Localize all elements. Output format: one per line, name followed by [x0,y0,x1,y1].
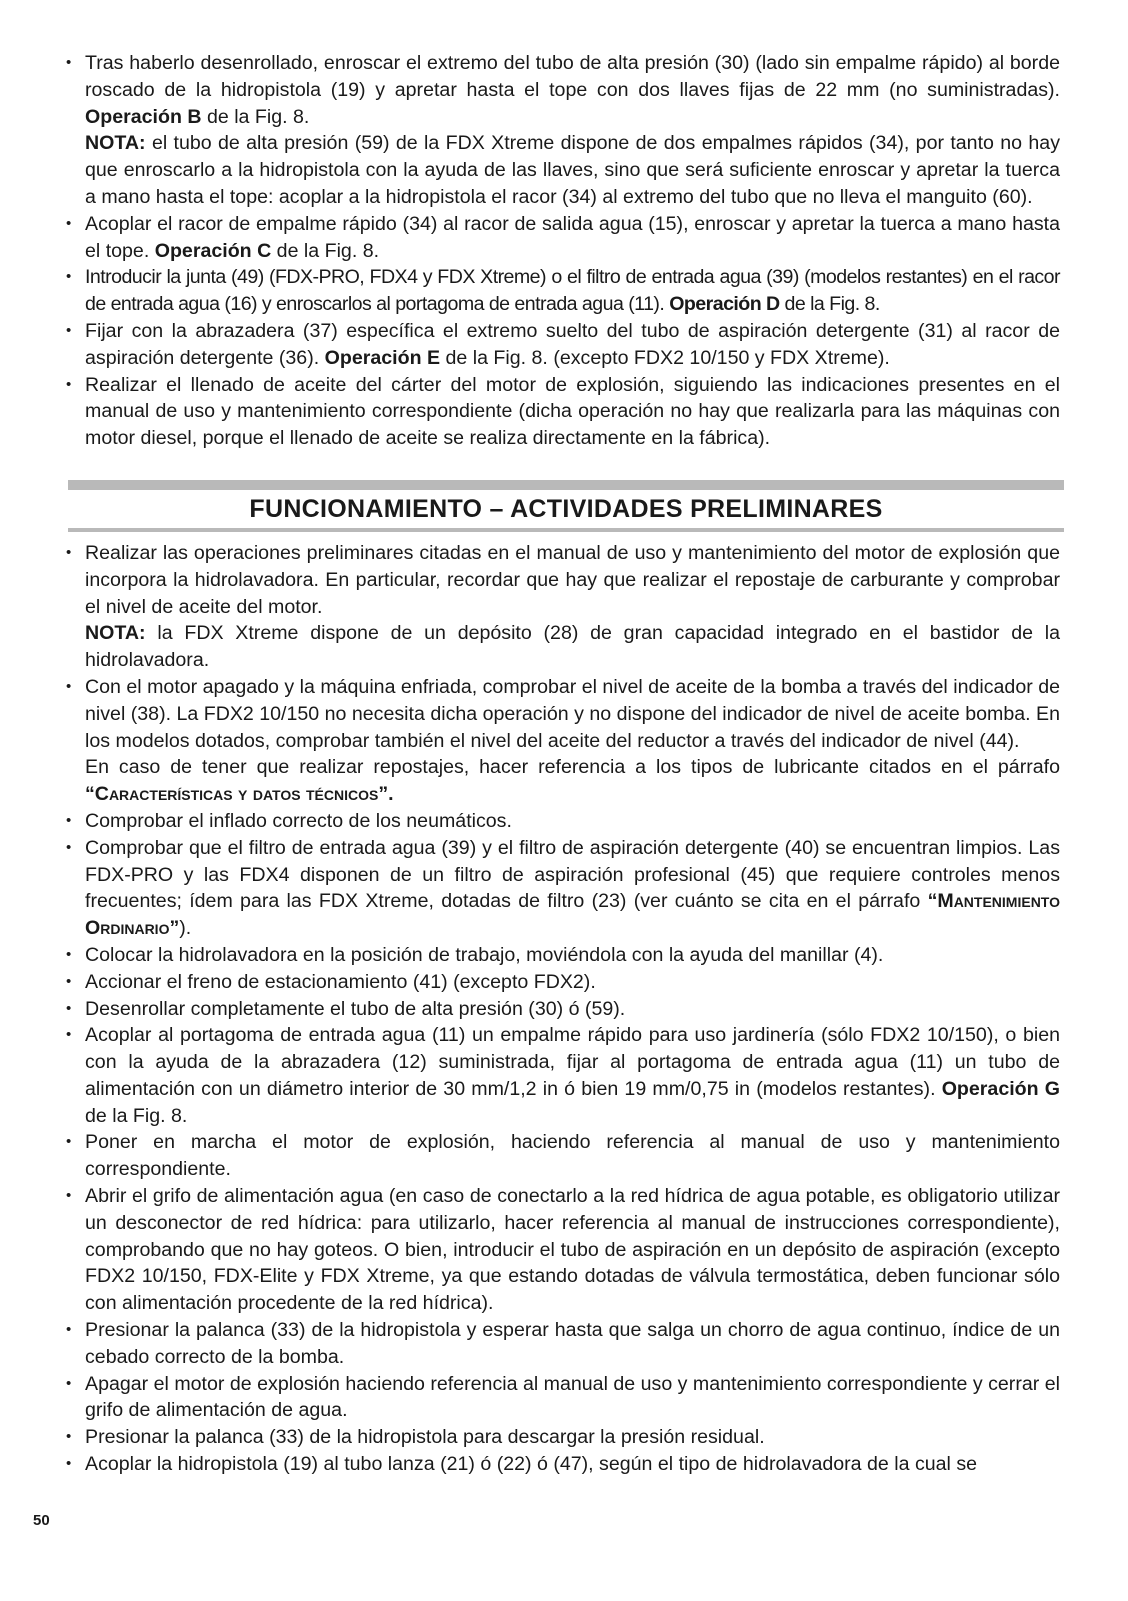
list-item: • Realizar las operaciones preliminares citadas en el manual de uso y mantenimiento del motor de explosión que incorpora la hidrolavadora. En particular, recordar que hay que realizar el repostaje de carburante y comprobar el nivel de aceite del motor. NOTA: la FDX Xtreme dispone de un depósito (28) de gran capacidad integrado en el bastidor de la hidrolavadora. [64,540,1060,674]
list-item: • Apagar el motor de explosión haciendo referencia al manual de uso y mantenimiento correspondiente y cerrar el grifo de alimentación de agua. [64,1371,1060,1425]
heading-bar-bottom [68,528,1064,532]
preliminary-steps-list [64,540,1060,1478]
list-item: • Acoplar la hidropistola (19) al tubo lanza (21) ó (22) ó (47), según el tipo de hidrolavadora de la cual se [64,1451,1060,1478]
list-item: • Acoplar el racor de empalme rápido (34) al racor de salida agua (15), enroscar y apretar la tuerca a mano hasta el tope. Operación C de la Fig. 8. [64,211,1060,265]
list-item: • Con el motor apagado y la máquina enfriada, comprobar el nivel de aceite de la bomba a través del indicador de nivel (38). La FDX2 10/150 no necesita dicha operación y no dispone del indicador de nivel de aceite bomba. En los modelos dotados, comprobar también el nivel del aceite del reductor a través del indicador de nivel (44). En caso de tener que realizar repostajes, hacer referencia a los tipos de lubricante citados en el párrafo “Características y datos técnicos”. [64,674,1060,808]
operation-ref: Operación C [154,239,272,262]
note-label: NOTA: [85,622,146,645]
section-reference: “Características y datos técnicos” [85,783,389,806]
list-item: • Presionar la palanca (33) de la hidropistola y esperar hasta que salga un chorro de agua continuo, índice de un cebado correcto de la bomba. [64,1317,1060,1371]
list-item [64,50,1060,211]
list-item: • Realizar el llenado de aceite del cárter del motor de explosión, siguiendo las indicaciones presentes en el manual de uso y mantenimiento correspondiente (dicha operación no hay que realizarla para las máquinas con motor diesel, porque el llenado de aceite se realiza directamente en la fábrica). [64,372,1060,452]
operation-ref: Operación G [941,1077,1061,1100]
list-item: • Colocar la hidrolavadora en la posición de trabajo, moviéndola con la ayuda del manillar (4). [64,942,1060,969]
assembly-steps-list [64,50,1060,452]
list-item: • Accionar el freno de estacionamiento (41) (excepto FDX2). [64,969,1060,996]
note-paragraph: NOTA: el tubo de alta presión (59) de la FDX Xtreme dispone de dos empalmes rápidos (34), por tanto no hay que enroscarlo a la hidropistola con la ayuda de las llaves, sino que será suficiente enroscar y apretar la tuerca a mano hasta el tope: acoplar a la hidropistola el racor (34) al extremo del tubo que no lleva el manguito (60). [85,132,1060,208]
list-item: • Presionar la palanca (33) de la hidropistola para descargar la presión residual. [64,1424,1060,1451]
list-item: • Comprobar el inflado correcto de los neumáticos. [64,808,1060,835]
section-reference: “Mantenimiento Ordinario” [85,890,1060,940]
list-item: • Acoplar al portagoma de entrada agua (11) un empalme rápido para uso jardinería (sólo FDX2 10/150), o bien con la ayuda de la abrazadera (12) suministrada, fijar al portagoma de entrada agua (11) un tubo de alimentación con un diámetro interior de 30 mm/1,2 in ó bien 19 mm/0,75 in (modelos restantes). Operación G de la Fig. 8. [64,1022,1060,1129]
list-item: • Desenrollar completamente el tubo de alta presión (30) ó (59). [64,996,1060,1023]
list-item: • Introducir la junta (49) (FDX-PRO, FDX4 y FDX Xtreme) o el filtro de entrada agua (39) (modelos restantes) en el racor de entrada agua (16) y enroscarlos al portagoma de entrada agua (11). Operación D de la Fig. 8. [64,264,1060,318]
note-label: NOTA: [85,132,146,155]
operation-ref: Operación D [669,293,780,316]
list-item: • Comprobar que el filtro de entrada agua (39) y el filtro de aspiración detergente (40) se encuentran limpios. Las FDX-PRO y las FDX4 disponen de un filtro de aspiración profesional (45) que requiere controles menos frecuentes; ídem para las FDX Xtreme, dotadas de filtro (23) (ver cuánto se cita en el párrafo “Mantenimiento Ordinario”). [64,835,1060,942]
operation-ref: Operación E [324,346,441,369]
section-heading-block [68,480,1064,532]
list-item: • Poner en marcha el motor de explosión, haciendo referencia al manual de uso y mantenimiento correspondiente. [64,1129,1060,1183]
list-item: • Fijar con la abrazadera (37) específica el extremo suelto del tubo de aspiración detergente (31) al racor de aspiración detergente (36). Operación E de la Fig. 8. (excepto FDX2 10/150 y FDX Xtreme). [64,318,1060,372]
page-number: 50 [33,1512,50,1529]
list-item: • Abrir el grifo de alimentación agua (en caso de conectarlo a la red hídrica de agua potable, es obligatorio utilizar un desconector de red hídrica: para utilizarlo, hacer referencia al manual de instrucciones correspondiente), comprobando que no hay goteos. O bien, introducir el tubo de aspiración en un depósito de aspiración (excepto FDX2 10/150, FDX-Elite y FDX Xtreme, ya que estando dotadas de válvula termostática, deben funcionar sólo con alimentación procedente de la red hídrica). [64,1183,1060,1317]
paragraph: • Tras haberlo desenrollado, enroscar el extremo del tubo de alta presión (30) (lado sin empalme rápido) al borde roscado de la hidropistola (19) y apretar hasta el tope con dos llaves fijas de 22 mm (no suministradas). Operación B de la Fig. 8. [85,52,1060,128]
heading-bar-top [68,480,1064,490]
note-paragraph: NOTA: la FDX Xtreme dispone de un depósito (28) de gran capacidad integrado en el bastidor de la hidrolavadora. [85,622,1060,672]
section-heading: FUNCIONAMIENTO – ACTIVIDADES PRELIMINARES [249,494,883,523]
operation-ref: Operación B [85,105,202,128]
page-content [64,50,1060,1478]
